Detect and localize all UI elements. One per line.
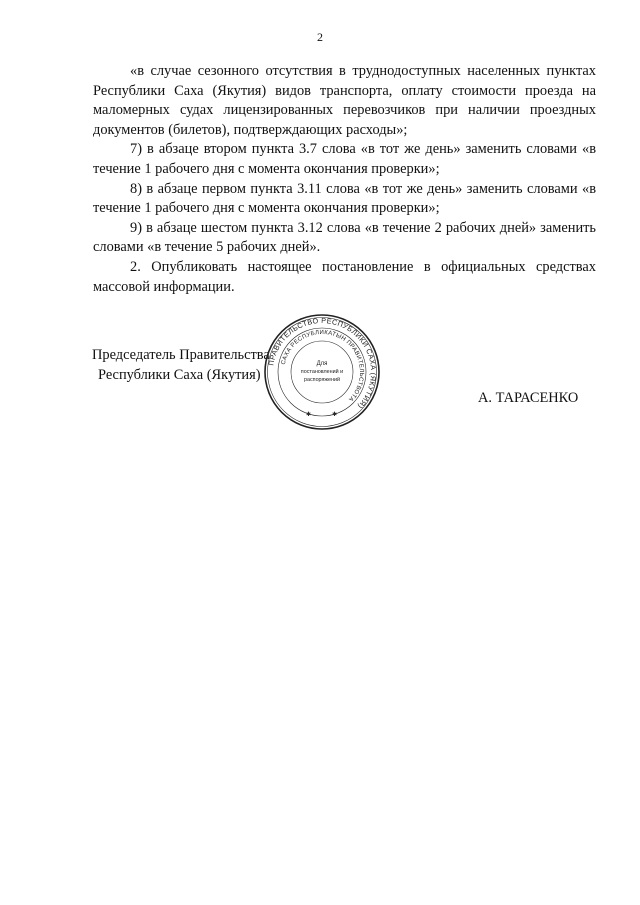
- document-body: [93, 62, 596, 297]
- signatory-name: А. ТАРАСЕНКО: [478, 390, 579, 406]
- paragraph-seasonal-transport: «в случае сезонного отсутствия в труднодоступных населенных пунктах Республики Саха (Якутия) видов транспорта, оплату стоимости проезда на маломерных судах лицензированных перевозчиков при наличии проездных документов (билетов), подтверждающих расходы»;: [93, 63, 596, 138]
- paragraph-publish: 2. Опубликовать настоящее постановление в официальных средствах массовой информации.: [93, 258, 596, 295]
- seal-center-line1: Для: [316, 361, 328, 367]
- paragraph-item-7: 7) в абзаце втором пункта 3.7 слова «в тот же день» заменить словами «в течение 1 рабочего дня с момента окончания проверки»;: [93, 141, 596, 177]
- seal-center-line2: постановлений и: [300, 369, 344, 375]
- official-seal-stamp: [262, 312, 382, 432]
- page-number: 2: [317, 30, 323, 44]
- seal-star-left-icon: ✱: [306, 411, 312, 418]
- paragraph-item-9: 9) в абзаце шестом пункта 3.12 слова «в течение 2 рабочих дней» заменить словами «в течение 5 рабочих дней».: [93, 219, 596, 256]
- seal-inner-text: САХА РЕСПУБЛИКАТЫН ПРАВИТЕЛЬСТВОТА: [280, 329, 365, 403]
- signatory-title: [92, 346, 270, 385]
- seal-center-line3: распоряжений: [303, 377, 341, 383]
- seal-outer-text: ПРАВИТЕЛЬСТВО РЕСПУБЛИКИ САХА (ЯКУТИЯ): [266, 315, 379, 411]
- signatory-title-line1: Председатель Правительства: [92, 347, 270, 363]
- seal-star-right-icon: ✱: [332, 411, 338, 418]
- paragraph-item-8: 8) в абзаце первом пункта 3.11 слова «в тот же день» заменить словами «в течение 1 рабочего дня с момента окончания проверки»;: [93, 180, 596, 217]
- signatory-title-line2: Республики Саха (Якутия): [98, 366, 261, 383]
